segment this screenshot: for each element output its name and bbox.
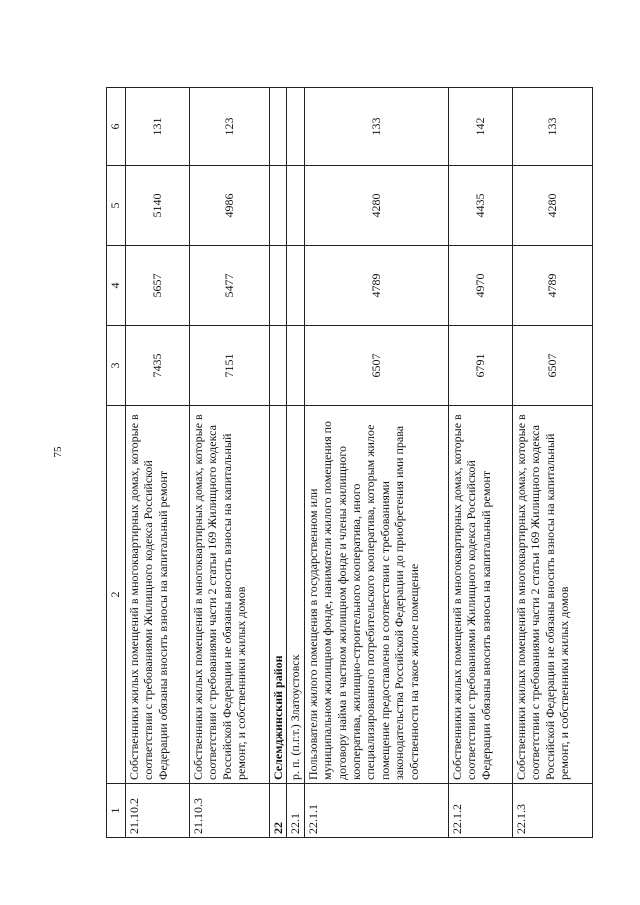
section-code: 22	[270, 784, 287, 838]
row-value: 5657	[126, 246, 190, 326]
row-value: 4789	[304, 246, 448, 326]
row-value: 6507	[512, 326, 592, 406]
subsection-title: р. п. (п.г.т.) Златоустовск	[287, 406, 304, 784]
header-cell: 5	[107, 166, 126, 246]
row-value: 4970	[448, 246, 512, 326]
row-value: 4986	[190, 166, 270, 246]
subsection-row	[287, 88, 304, 838]
section-row	[270, 88, 287, 838]
header-cell: 1	[107, 784, 126, 838]
row-value: 4280	[304, 166, 448, 246]
row-code: 21.10.3	[190, 784, 270, 838]
row-value: 123	[190, 88, 270, 166]
row-code: 22.1.2	[448, 784, 512, 838]
header-cell: 6	[107, 88, 126, 166]
page-number: 75	[52, 446, 64, 458]
tariff-table-container	[106, 88, 586, 838]
row-value: 4789	[512, 246, 592, 326]
table-row	[190, 88, 270, 838]
subsection-code: 22.1	[287, 784, 304, 838]
row-value: 7435	[126, 326, 190, 406]
row-value: 133	[512, 88, 592, 166]
row-value: 4435	[448, 166, 512, 246]
row-code: 22.1.1	[304, 784, 448, 838]
section-title: Селемджинский район	[270, 406, 287, 784]
row-description: Собственники жилых помещений в многоквартирных домах, которые в соответствии с требованиями части 2 статьи 169 Жилищного кодекса Российской Федерации не обязаны вносить взносы на капитальный ремонт, и собственники жилых домов	[190, 406, 270, 784]
row-value: 6507	[304, 326, 448, 406]
header-cell: 2	[107, 406, 126, 784]
row-value: 5140	[126, 166, 190, 246]
header-cell: 4	[107, 246, 126, 326]
row-value: 6791	[448, 326, 512, 406]
header-cell: 3	[107, 326, 126, 406]
row-code: 21.10.2	[126, 784, 190, 838]
table-row	[448, 88, 512, 838]
row-description: Собственники жилых помещений в многоквартирных домах, которые в соответствии с требованиями части 2 статьи 169 Жилищного кодекса Российской Федерации не обязаны вносить взносы на капитальный ремонт, и собственники жилых домов	[512, 406, 592, 784]
row-value: 5477	[190, 246, 270, 326]
row-description: Собственники жилых помещений в многоквартирных домах, которые в соответствии с требованиями Жилищного кодекса Российской Федерации обязаны вносить взносы на капитальный ремонт	[448, 406, 512, 784]
table-row	[512, 88, 592, 838]
row-code: 22.1.3	[512, 784, 592, 838]
table-row	[304, 88, 448, 838]
row-value: 133	[304, 88, 448, 166]
tariff-table	[106, 87, 593, 838]
row-value: 7151	[190, 326, 270, 406]
row-value: 4280	[512, 166, 592, 246]
row-value: 142	[448, 88, 512, 166]
table-header-row	[107, 88, 126, 838]
table-row	[126, 88, 190, 838]
row-description: Собственники жилых помещений в многоквартирных домах, которые в соответствии с требованиями Жилищного кодекса Российской Федерации обязаны вносить взносы на капитальный ремонт	[126, 406, 190, 784]
row-description: Пользователи жилого помещения в государственном или муниципальном жилищном фонде, наниматели жилого помещения по договору найма в частном жилищном фонде и члены жилищного кооператива, жилищно-строительного кооператива, иного специализированного потребительского кооператива, которым жилое помещение предоставлено в соответствии с требованиями законодательства Российской Федерации до приобретения ими права собственности на такое жилое помещение	[304, 406, 448, 784]
row-value: 131	[126, 88, 190, 166]
